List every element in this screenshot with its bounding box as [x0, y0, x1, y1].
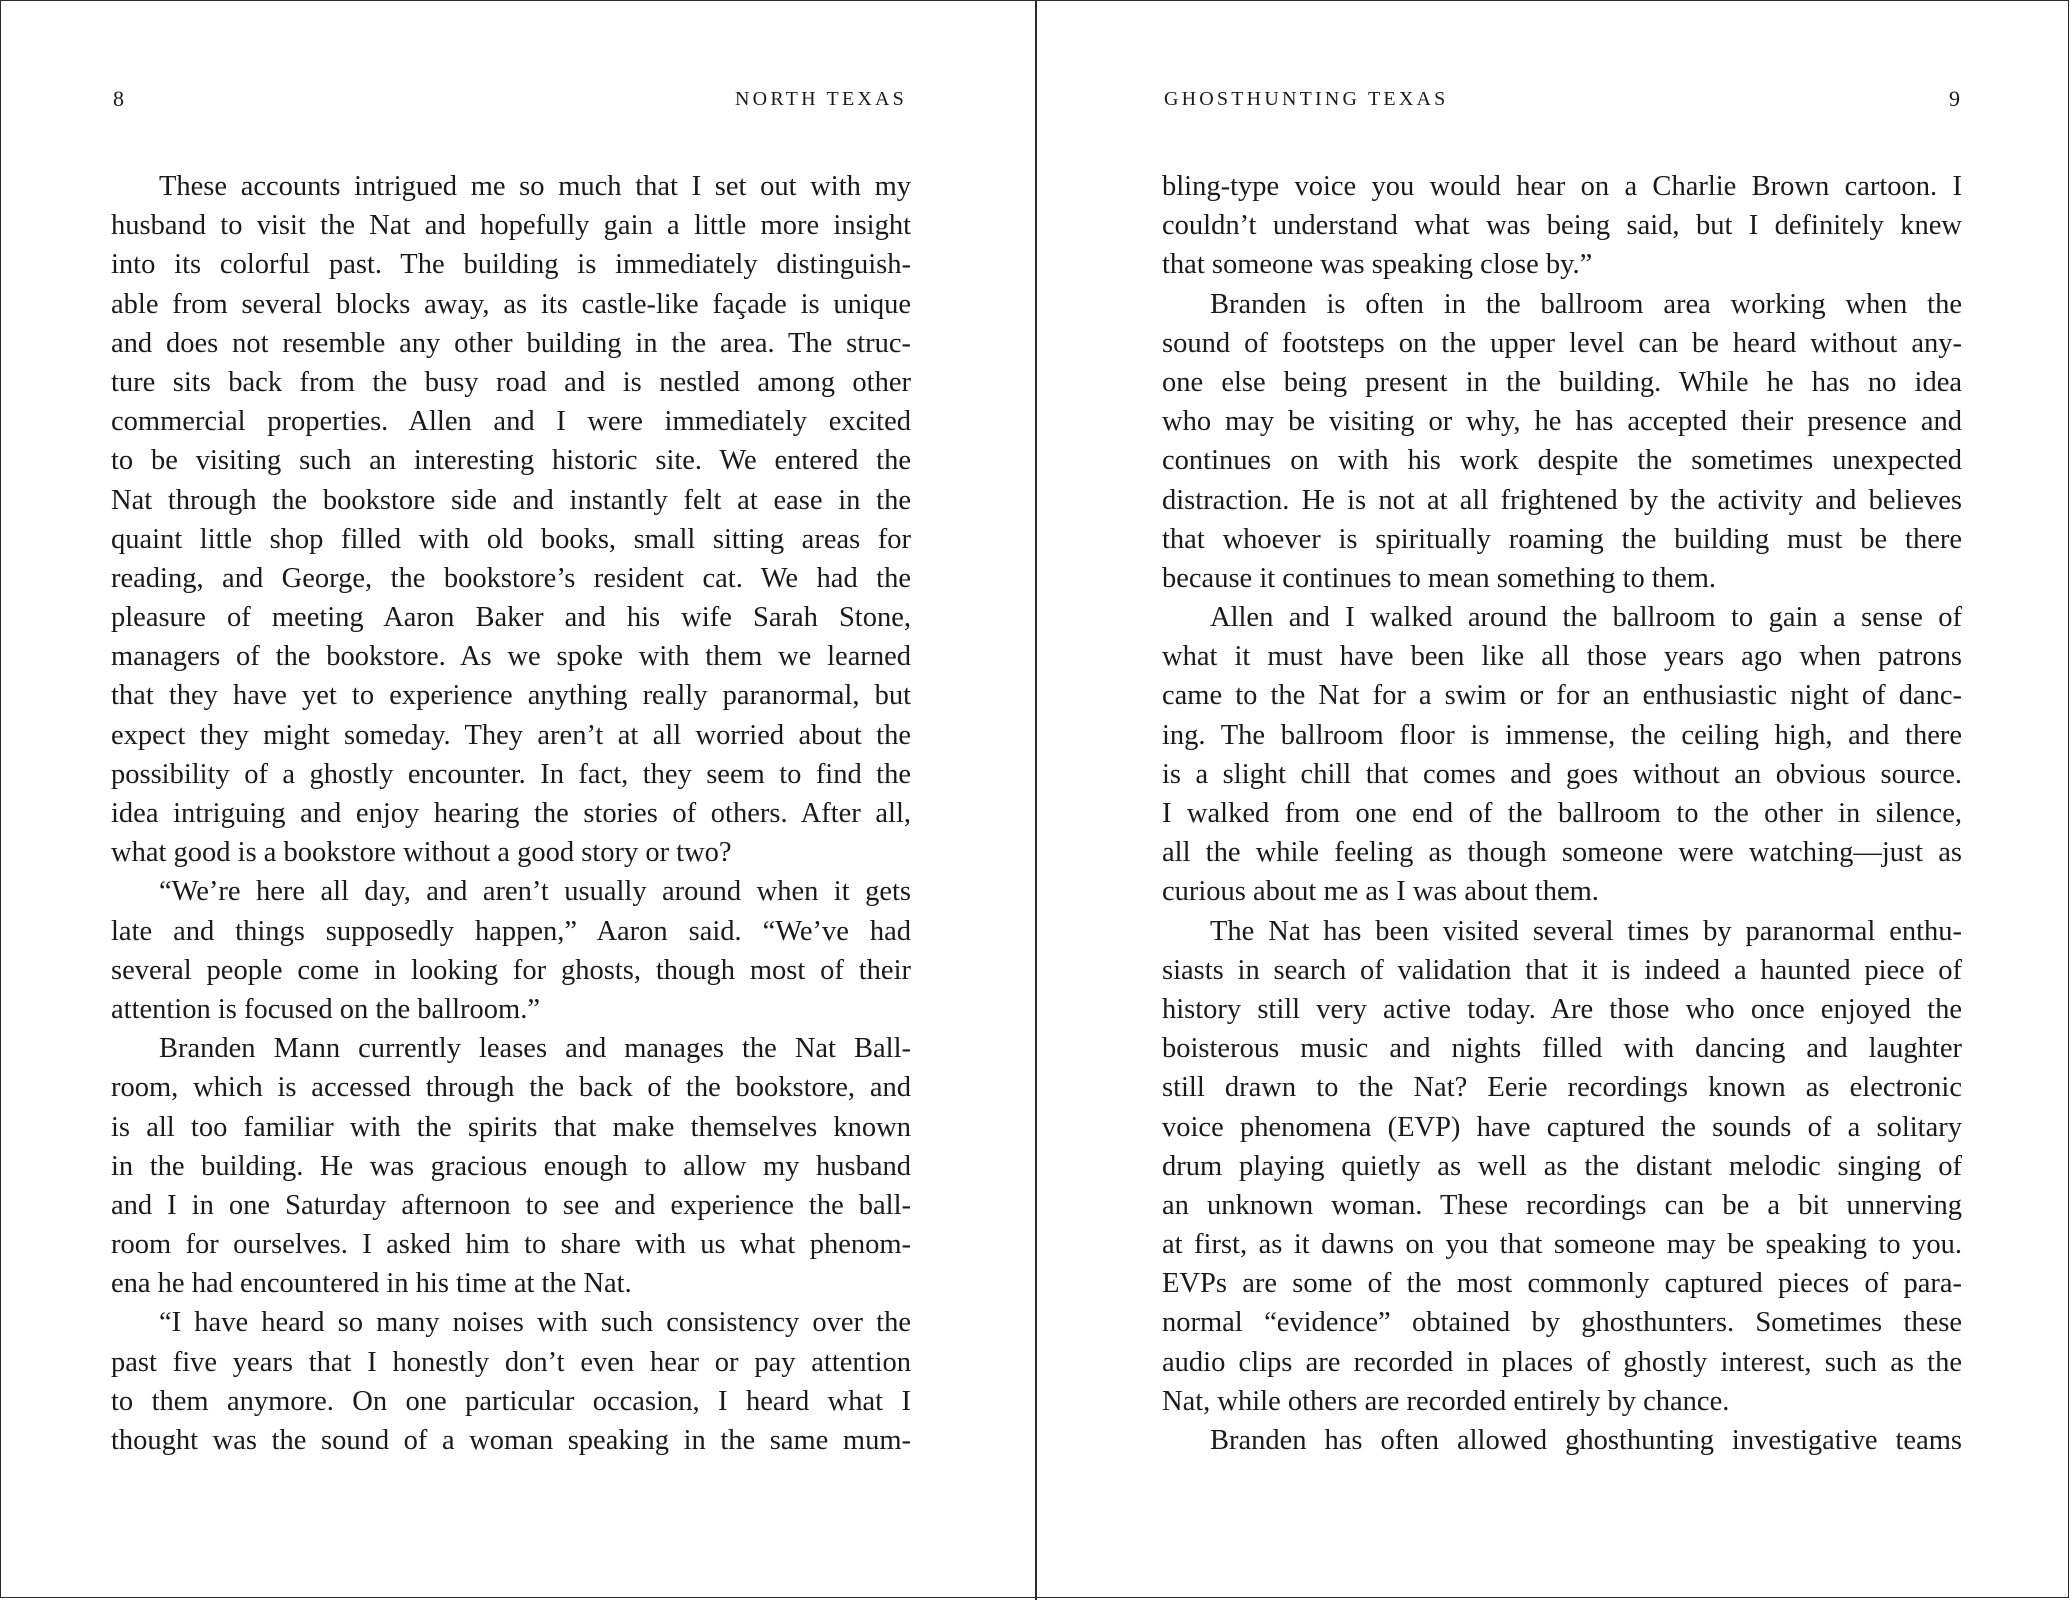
left-body-text — [111, 167, 911, 1460]
text-line: quaint little shop filled with old books, small sitting areas for — [111, 523, 911, 555]
text-line: that whoever is spiritually roaming the building must be there — [1162, 523, 1962, 555]
text-line: normal “evidence” obtained by ghosthunters. Sometimes these — [1162, 1307, 1962, 1339]
right-body-text — [1162, 167, 1962, 1460]
text-line: who may be visiting or why, he has accepted their presence and — [1162, 406, 1962, 438]
text-line: idea intriguing and enjoy hearing the stories of others. After all, — [111, 798, 911, 829]
text-line: late and things supposedly happen,” Aaron said. “We’ve had — [111, 915, 911, 947]
text-line: Nat through the bookstore side and instantly felt at ease in the — [111, 484, 911, 516]
text-line: room, which is accessed through the back of the bookstore, and — [111, 1072, 911, 1104]
text-line: into its colorful past. The building is immediately distinguish- — [111, 249, 911, 281]
text-line: and I in one Saturday afternoon to see and experience the ball- — [111, 1189, 911, 1221]
text-line: to be visiting such an interesting historic site. We entered the — [111, 445, 911, 477]
text-line: is all too familiar with the spirits that make themselves known — [111, 1111, 911, 1143]
text-line: to them anymore. On one particular occasion, I heard what I — [111, 1385, 911, 1417]
running-head-title-left: NORTH TEXAS — [735, 88, 907, 110]
text-line: still drawn to the Nat? Eerie recordings known as electronic — [1162, 1072, 1962, 1104]
text-line: one else being present in the building. While he has no idea — [1162, 366, 1962, 398]
text-line: continues on with his work despite the sometimes unexpected — [1162, 445, 1962, 477]
text-line: expect they might someday. They aren’t at all worried about the — [111, 719, 911, 751]
text-line: husband to visit the Nat and hopefully gain a little more insight — [111, 210, 911, 242]
text-line: because it continues to mean something to them. — [1162, 562, 1717, 594]
text-line: all the while feeling as though someone were watching—just as — [1162, 837, 1962, 869]
text-line: Nat, while others are recorded entirely by chance. — [1162, 1385, 1730, 1417]
text-line: possibility of a ghostly encounter. In fact, they seem to find the — [111, 758, 911, 790]
text-line: ture sits back from the busy road and is nestled among other — [111, 366, 911, 398]
text-line: EVPs are some of the most commonly captured pieces of para- — [1162, 1268, 1962, 1300]
text-line: boisterous music and nights filled with dancing and laughter — [1162, 1033, 1962, 1065]
text-line: voice phenomena (EVP) have captured the sounds of a solitary — [1162, 1111, 1962, 1143]
text-line: couldn’t understand what was being said, but I definitely knew — [1162, 210, 1962, 242]
text-line: Branden has often allowed ghosthunting investigative teams — [1210, 1425, 1962, 1456]
text-line: Allen and I walked around the ballroom to gain a sense of — [1210, 602, 1962, 634]
page-number-right: 9 — [1949, 86, 1960, 111]
page-number-left: 8 — [113, 86, 124, 111]
text-line: “We’re here all day, and aren’t usually around when it gets — [159, 876, 911, 908]
text-line: distraction. He is not at all frightened by the activity and believes — [1162, 484, 1962, 516]
text-line: history still very active today. Are those who once enjoyed the — [1162, 993, 1962, 1025]
text-line: commercial properties. Allen and I were immediately excited — [111, 406, 911, 438]
text-line: is a slight chill that comes and goes without an obvious source. — [1162, 758, 1962, 790]
running-head-title-right: GHOSTHUNTING TEXAS — [1164, 88, 1449, 110]
text-line: pleasure of meeting Aaron Baker and his wife Sarah Stone, — [111, 602, 911, 634]
text-line: Branden is often in the ballroom area working when the — [1210, 288, 1962, 320]
page-gutter-divider — [1035, 0, 1037, 1600]
text-line: at first, as it dawns on you that someone may be speaking to you. — [1162, 1229, 1962, 1261]
text-line: siasts in search of validation that it is indeed a haunted piece of — [1162, 954, 1962, 986]
text-line: what it must have been like all those years ago when patrons — [1162, 641, 1962, 673]
text-line: an unknown woman. These recordings can be a bit unnerving — [1162, 1189, 1962, 1221]
text-line: ena he had encountered in his time at the Nat. — [111, 1268, 632, 1300]
right-running-head — [1162, 84, 1962, 114]
text-line: what good is a bookstore without a good story or two? — [111, 837, 732, 869]
text-line: Branden Mann currently leases and manages the Nat Ball- — [159, 1033, 911, 1065]
text-line: that they have yet to experience anything really paranormal, but — [111, 680, 911, 712]
text-line: and does not resemble any other building in the area. The struc- — [111, 327, 911, 359]
text-line: that someone was speaking close by.” — [1162, 249, 1593, 281]
text-line: attention is focused on the ballroom.” — [111, 993, 540, 1025]
text-line: came to the Nat for a swim or for an enthusiastic night of danc- — [1162, 680, 1962, 712]
text-line: curious about me as I was about them. — [1162, 876, 1599, 908]
text-line: managers of the bookstore. As we spoke with them we learned — [111, 641, 911, 673]
text-line: able from several blocks away, as its castle-like façade is unique — [111, 288, 911, 320]
text-line: bling-type voice you would hear on a Charlie Brown cartoon. I — [1162, 171, 1962, 202]
text-line: ing. The ballroom floor is immense, the ceiling high, and there — [1162, 719, 1962, 751]
text-line: reading, and George, the bookstore’s resident cat. We had the — [111, 562, 911, 594]
text-line: “I have heard so many noises with such consistency over the — [159, 1307, 911, 1339]
text-line: in the building. He was gracious enough to allow my husband — [111, 1150, 911, 1182]
text-line: sound of footsteps on the upper level can be heard without any- — [1162, 327, 1962, 359]
text-line: several people come in looking for ghosts, though most of their — [111, 954, 911, 986]
text-line: audio clips are recorded in places of ghostly interest, such as the — [1162, 1346, 1962, 1378]
text-line: The Nat has been visited several times by paranormal enthu- — [1210, 915, 1962, 947]
text-line: I walked from one end of the ballroom to the other in silence, — [1162, 798, 1962, 829]
text-line: past five years that I honestly don’t even hear or pay attention — [111, 1346, 911, 1378]
text-line: drum playing quietly as well as the distant melodic singing of — [1162, 1150, 1962, 1182]
left-running-head — [111, 84, 911, 114]
text-line: room for ourselves. I asked him to share with us what phenom- — [111, 1229, 911, 1261]
text-line: thought was the sound of a woman speaking in the same mum- — [111, 1425, 911, 1456]
text-line: These accounts intrigued me so much that I set out with my — [159, 171, 911, 202]
